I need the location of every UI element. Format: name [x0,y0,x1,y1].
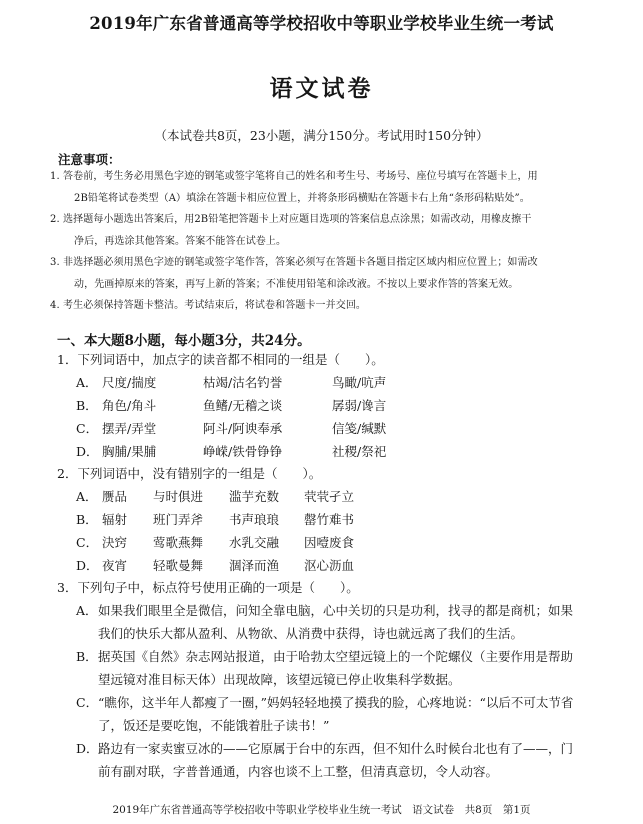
paper-title: 语文试卷 [269,75,374,102]
option-item: 鱼鳍/无稽之谈 [203,398,283,413]
option-item: 因噎废食 [304,535,355,550]
paper-info: （本试卷共8页，23小题，满分150分。考试用时150分钟） [154,128,489,143]
option-item: 決窍 [102,535,128,550]
option-item: 辐射 [102,512,128,527]
option-item: 赝品 [102,489,128,504]
option-letter: C． [76,421,99,436]
option-item: 枯竭/沽名钓誉 [203,375,283,390]
option-item: 班门弄斧 [153,512,204,527]
option-item: 莺歌燕舞 [153,535,204,550]
question-3-option-a-line: 如果我们眼里全是微信，问知全靠电脑，心中关切的只是功利，找寻的都是商机；如果 [98,603,574,618]
option-item: 沤心沥血 [304,558,355,573]
option-item: 角色/角斗 [102,398,157,413]
option-item: 罄竹难书 [304,512,355,527]
option-item: 水乳交融 [229,535,280,550]
question-3-option-c-line: 了，饭还是要吃饱，不能饿着肚子读书！” [98,718,330,733]
question-3-option-d-line: 前有副对联，字普普通通，内容也谈不上工整，但清真意切，令人动容。 [98,764,499,779]
question-3-option-c-line: “瞧你，这半年人都瘦了一圈，”妈妈轻轻地摸了摸我的脸，心疼地说：“以后不可太节省 [98,695,574,710]
option-letter: D． [76,741,99,756]
option-item: 峥嵘/铁骨铮铮 [203,444,283,459]
option-item: 阿斗/阿谀奉承 [203,421,283,436]
note-line: 净后，再选涂其他答案。答案不能答在试卷上。 [74,235,287,247]
option-letter: C． [76,695,99,710]
option-letter: B． [76,649,98,664]
option-item: 摆弄/弄堂 [102,421,157,436]
option-item: 胸脯/果脯 [102,444,157,459]
question-3-option-d-line: 路边有一家卖蜜豆冰的——它原属于台中的东西，但不知什么时候台北也有了——，门 [98,741,574,756]
note-line: 4. 考生必须保持答题卡整洁。考试结束后，将试卷和答题卡一并交回。 [50,300,367,311]
option-item: 轻歌曼舞 [153,558,204,573]
option-letter: D． [76,558,99,573]
option-item: 尺度/揣度 [102,375,157,390]
option-item: 信笺/缄默 [332,421,387,436]
option-letter: A． [76,489,98,504]
option-letter: C． [76,535,99,550]
exam-header-title: 2019年广东省普通高等学校招收中等职业学校毕业生统一考试 [89,14,554,33]
question-3-option-b-line: 望远镜对准目标天体）出现故障，该望远镜已停止收集科学数据。 [98,672,461,687]
option-letter: A． [76,375,98,390]
option-letter: B． [76,398,98,413]
option-item: 与时俱进 [153,489,204,504]
option-item: 书声琅琅 [229,512,280,527]
notes-list [50,166,598,317]
note-line: 2. 选择题每小题选出答案后，用2B铅笔把答题卡上对应题目选项的答案信息点涂黑；如需改动，用橡皮擦干 [50,214,532,225]
option-item: 社稷/祭祀 [332,444,387,459]
section-heading: 一、本大题8小题，每小题3分，共24分。 [57,333,311,349]
note-line: 2B铅笔将试卷类型（A）填涂在答题卡相应位置上，并将条形码横贴在答题卡右上角“条形码粘贴处”。 [74,192,530,204]
option-letter: D． [76,444,99,459]
question-3-stem: 3．下列句子中，标点符号使用正确的一项是（ ）。 [57,580,359,595]
option-item: 茕茕孑立 [304,489,355,504]
question-1-stem: 1．下列词语中，加点字的读音都不相同的一组是（ ）。 [57,352,384,367]
option-item: 夜宵 [102,558,128,573]
note-line: 1. 答卷前，考生务必用黑色字迹的钢笔或签字笔将自己的姓名和考生号、考场号、座位号填写在答题卡上，用 [50,171,538,182]
note-line: 3. 非选择题必须用黑色字迹的钢笔或签字笔作答，答案必须写在答题卡各题目指定区域内相应位置上；如需改 [50,257,538,268]
option-letter: A． [76,603,98,618]
notes-heading: 注意事项： [58,152,121,167]
note-line: 动，先画掉原来的答案，再写上新的答案；不准使用铅笔和涂改液。不按以上要求作答的答案无效。 [74,278,519,290]
option-item: 滥芋充数 [229,489,280,504]
option-item: 鸟瞰/吭声 [332,375,387,390]
page-footer: 2019年广东省普通高等学校招收中等职业学校毕业生统一考试 语文试卷 共8页 第1页 [112,804,531,816]
question-3-option-b-line: 据英国《自然》杂志网站报道，由于哈勃太空望远镜上的一个陀螺仪（主要作用是帮助 [98,649,574,664]
option-item: 孱弱/谗言 [332,398,387,413]
option-item: 涸泽而渔 [229,558,280,573]
question-2-stem: 2．下列词语中，没有错别字的一组是（ ）。 [57,466,322,481]
question-3-option-a-line: 我们的快乐大都从盈利、从物欲、从消费中获得，诗也就远离了我们的生活。 [98,626,524,641]
option-letter: B． [76,512,98,527]
